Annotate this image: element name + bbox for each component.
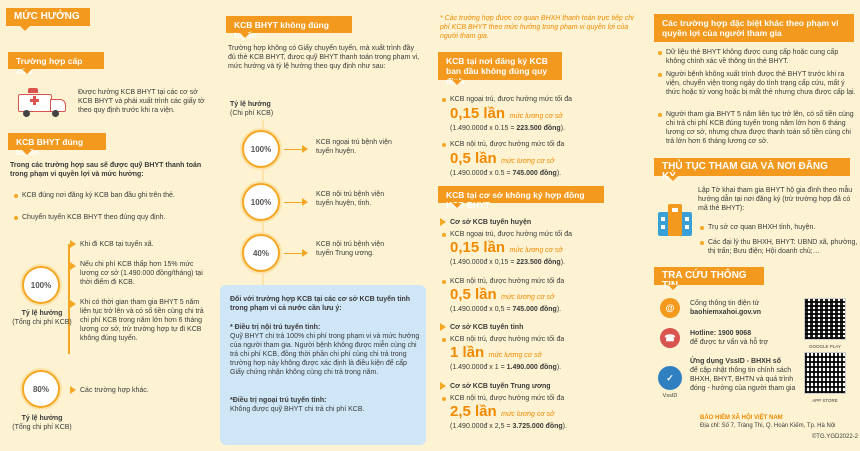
tinh-noi-tru-calc: (1.490.000đ x 1 = [450,364,507,371]
dk-ngoai-tru-value: 0,15 lần [450,105,506,122]
column-khong-dung-tuyen [216,0,428,451]
ty-le-huong-sub-2: (Tổng chi phí KCB) [12,424,72,431]
header-dang-ky-ban-dau: KCB tại nơi đăng ký KCB ban đầu không đúng quy định [438,52,562,80]
vssid-label: VssID [662,393,678,399]
huyen-ngoai-tru-calc: (1.490.000đ x 0,15 = [450,259,517,266]
web-url[interactable]: baohiemxahoi.gov.vn [690,309,762,316]
huyen-noi-tru-calc: (1.490.000đ x 0,5 = [450,306,513,313]
khong-dung-tuyen-case-3: KCB nội trú bệnh viện tuyến Trung ương. [316,241,385,257]
ty-le-huong-sub: (Tổng chi phí KCB) [12,319,72,326]
column-dac-biet-thu-tuc [648,0,860,451]
doc-code: ©TG.YGD2022-2 [811,434,858,440]
dk-ngoai-tru-unit: mức lương cơ sở [509,113,563,120]
web-icon: @ [660,298,680,318]
huyen-noi-tru-unit: mức lương cơ sở [501,294,555,301]
huyen-ngoai-tru-value: 0,15 lần [450,239,506,256]
huyen-ngoai-tru-result: 223.500 đồng [516,259,561,266]
rate-condition-1: Khi đi KCB tại tuyến xã. [80,241,154,248]
khong-dung-tuyen-case-1: KCB ngoại trú bệnh viện tuyến huyện. [316,139,392,155]
dk-ngoai-tru-label: KCB ngoại trú, được hưởng mức tối đa [450,96,573,103]
dk-ngoai-tru-calc: (1.490.000đ x 0.15 = [450,125,517,132]
thu-tuc-text: Lập Tờ khai tham gia BHYT hộ gia đình theo mẫu hướng dẫn tại nơi đăng ký (trừ trường hợp đã có mã thẻ BHYT): [698,187,853,212]
header-khong-dung-tuyen: KCB BHYT không đúng tuyến [226,16,352,33]
co-so-trung-uong-heading: Cơ sở KCB tuyến Trung ương [450,383,551,390]
huyen-ngoai-tru-label: KCB ngoại trú, được hưởng mức tối đa [450,231,573,238]
dac-biet-1: Dữ liệu thẻ BHYT không được cung cấp hoặc cung cấp không chính xác về thông tin thẻ BHYT. [666,49,839,65]
cap-cuu-text: Được hưởng KCB BHYT tại các cơ sở KCB BHYT và phải xuất trình các giấy tờ theo quy định trước khi ra viện. [78,89,205,114]
noi-tru-heading: * Điều trị nội trú tuyến tỉnh: [230,324,321,331]
tinh-noi-tru-unit: mức lương cơ sở [488,352,542,359]
app-store-qr[interactable] [804,352,846,394]
rate-condition-2: Nếu chi phí KCB thấp hơn 15% mức lương cơ sở (1.490.000 đồng/tháng) tại thời điểm đi KCB. [80,261,203,286]
dk-noi-tru-calc: (1.490.000đ x 0.5 = [450,170,513,177]
web-label: Cổng thông tin điện tử [690,300,760,307]
rate-condition-4: Các trường hợp khác. [80,387,149,394]
hotline-sub: để được tư vấn và hỗ trợ [690,339,769,346]
tinh-noi-tru-result: 1.490.000 đồng [506,364,557,371]
percent-100-circle: 100% [22,266,60,304]
dung-tuyen-bullet-1: KCB đúng nơi đăng ký KCB ban đầu ghi trên thẻ. [22,192,175,199]
google-play-qr[interactable] [804,298,846,340]
rate-condition-3: Khi có thời gian tham gia BHYT 5 năm liên tục trở lên và có số tiền cùng chi trả chi phí KCB trong năm lớn hơn 6 tháng lương cơ sở, trừ trường hợp tự đi KCB không đúng tuyến. [80,299,204,342]
org-address: Địa chỉ: Số 7, Tràng Thi, Q. Hoàn Kiếm, Tp. Hà Nội [700,423,836,429]
co-so-tinh-heading: Cơ sở KCB tuyến tỉnh [450,324,524,331]
dk-noi-tru-unit: mức lương cơ sở [501,158,555,165]
noi-tru-text: Quỹ BHYT chi trả 100% chi phí trong phạm vi và mức hưởng của người tham gia. Người bệnh không được miễn cùng chi trả chi phí KCB, đồng thời phần chi phí cùng chi trả trong trường hợp này không được xác định là điều kiện để cấp Giấy chứng nhận không cùng chi trả trong năm. [230,333,420,376]
tinh-noi-tru-value: 1 lần [450,344,485,361]
dk-noi-tru-result: 745.000 đồng [512,170,557,177]
vssid-icon: ✓ [658,366,682,390]
building-icon [658,204,692,236]
column-thanh-toan-truc-tiep: * Các trường hợp được cơ quan BHXH thanh toán trực tiếp chi phí KCB BHYT theo mức hưởng trong phạm vi quyền lợi của người tham gia. KCB tại nơi đăng ký KCB ban đầu không đúng quy định KCB ngoại trú, được hưởng mức tối đa 0,15 lần mức lương cơ sở (1.490.000đ x 0.15 = 223.500 đồng). KCB nội trú, được hưởng mức tối đa 0,5 lần mức lương cơ sở (1.490.000đ x 0.5 = 745.000 đồng). KCB tại cơ sở không ký hợp đồng KCB BHYT Cơ sở KCB tuyến huyện KCB ngoại trú, được hưởng mức tối đa 0,15 lần mức lương cơ sở (1.490.000đ x 0,15 = 223.500 đồng). KCB nội trú, được hưởng mức tối đa 0,5 lần mức lương cơ sở (1.490.000đ x 0,5 = 745.000 đồng). Cơ sở KCB tuyến tỉnh KCB nội trú, được hưởng mức tối đa 1 lần mức lương cơ sở (1.490.000đ x 1 = 1.490.000 đồng). Cơ sở KCB tuyến Trung ương KCB nội trú, được hưởng mức tối đa 2,5 lần mức lương cơ sở (1.490.000đ x 2,5 = 3.725.000 đồng). [432,0,644,451]
ty-le-huong-label-c2: Tỷ lệ hưởng [230,101,271,108]
dk-noi-tru-value: 0,5 lần [450,150,497,167]
percent-80-circle: 80% [22,370,60,408]
khong-dung-tuyen-intro: Trường hợp không có Giấy chuyển tuyến, mà xuất trình đầy đủ thẻ KCB BHYT, được quỹ BHYT thanh toán trong phạm vi, mức hưởng và tỷ lệ hưởng theo quy định như sau: [228,45,420,70]
percent-circle-1: 100% [242,130,280,168]
tw-noi-tru-label: KCB nội trú, được hưởng mức tối đa [450,395,565,402]
dac-biet-3: Người tham gia BHYT 5 năm liên tục trở lên, có số tiền cùng chi trả chi phí KCB đúng tuyến trong năm lớn hơn 6 tháng lương cơ sở, nhưng chưa được thanh toán số tiền cùng chi trả lớn hơn 6 tháng lương cơ sở. [666,111,854,145]
hotline[interactable]: Hotline: 1900 9068 [690,330,752,337]
co-so-huyen-heading: Cơ sở KCB tuyến huyện [450,219,532,226]
header-dac-biet: Các trường hợp đặc biệt khác theo phạm vi quyền lợi của người tham gia [654,14,854,42]
thu-tuc-bullet-1: Trụ sở cơ quan BHXH tỉnh, huyện. [708,224,816,231]
ngoai-tru-text: Không được quỹ BHYT chi trả chi phí KCB. [230,406,365,413]
khong-dung-tuyen-case-2: KCB nội trú bệnh viện tuyến huyện, tỉnh. [316,191,385,207]
dung-tuyen-intro: Trong các trường hợp sau sẽ được quỹ BHYT thanh toán trong phạm vi quyền lợi và mức hưởng: [10,162,202,178]
org-name: BẢO HIỂM XÃ HỘI VIỆT NAM [700,415,783,421]
google-play-label: GOOGLE PLAY [809,344,841,349]
ambulance-icon [18,88,68,116]
tw-noi-tru-value: 2,5 lần [450,403,497,420]
note-box-title: Đối với trường hợp KCB tại các cơ sở KCB tuyến tỉnh trong phạm vi cả nước cần lưu ý: [230,296,411,312]
phone-icon: ☎ [660,328,680,348]
app-desc: để cập nhật thông tin chính sách BHXH, BHYT, BHTN và quá trình đóng - hưởng của người tham gia [690,367,796,392]
huyen-noi-tru-label: KCB nội trú, được hưởng mức tối đa [450,278,565,285]
huyen-ngoai-tru-unit: mức lương cơ sở [509,247,563,254]
thu-tuc-bullet-2: Các đại lý thu BHXH, BHYT: UBND xã, phường, thị trấn; Bưu điện; Hội doanh chủ;… [708,239,858,255]
huyen-noi-tru-result: 745.000 đồng [512,306,557,313]
tw-noi-tru-unit: mức lương cơ sở [501,411,555,418]
percent-circle-2: 100% [242,183,280,221]
ngoai-tru-heading: *Điều trị ngoại trú tuyến tỉnh: [230,397,327,404]
direct-payment-note: * Các trường hợp được cơ quan BHXH thanh toán trực tiếp chi phí KCB BHYT theo mức hưởng trong phạm vi quyền lợi của người tham gia. [440,15,634,40]
percent-circle-3: 40% [242,234,280,272]
header-cap-cuu: Trường hợp cấp cứu [8,52,104,69]
header-khong-ky-hop-dong: KCB tại cơ sở không ký hợp đồng KCB BHYT [438,186,604,203]
note-box-tuyen-tinh [220,285,426,445]
dung-tuyen-bullet-2: Chuyển tuyến KCB BHYT theo đúng quy định. [22,214,166,221]
huyen-noi-tru-value: 0,5 lần [450,286,497,303]
dk-ngoai-tru-result: 223.500 đồng [516,125,561,132]
header-dung-tuyen: KCB BHYT đúng tuyến [8,133,106,150]
section-header-muc-huong: MỨC HƯỞNG [6,8,90,26]
app-store-label: APP STORE [812,398,838,403]
tw-noi-tru-calc: (1.490.000đ x 2,5 = [450,423,513,430]
ty-le-huong-label: Tỷ lệ hưởng [21,310,63,317]
app-title: Ứng dụng VssID - BHXH số [690,358,781,365]
ty-le-huong-sub-c2: (Chi phí KCB) [230,110,274,117]
column-muc-huong [0,0,212,451]
dk-noi-tru-label: KCB nội trú, được hưởng mức tối đa [450,141,565,148]
header-tra-cuu: TRA CỨU THÔNG TIN [654,267,764,285]
tinh-noi-tru-label: KCB nội trú, được hưởng mức tối đa [450,336,565,343]
header-thu-tuc: THỦ TỤC THAM GIA VÀ NƠI ĐĂNG KÝ [654,158,850,176]
dac-biet-2: Người bệnh không xuất trình được thẻ BHYT trước khi ra viện, chuyển viện trong ngày do tình trạng cấp cứu, mất ý thức hoặc tử vong hoặc bị mất thẻ nhưng chưa được cấp lại. [666,71,856,96]
tw-noi-tru-result: 3.725.000 đồng [512,423,563,430]
ty-le-huong-label-2: Tỷ lệ hưởng [21,415,63,422]
